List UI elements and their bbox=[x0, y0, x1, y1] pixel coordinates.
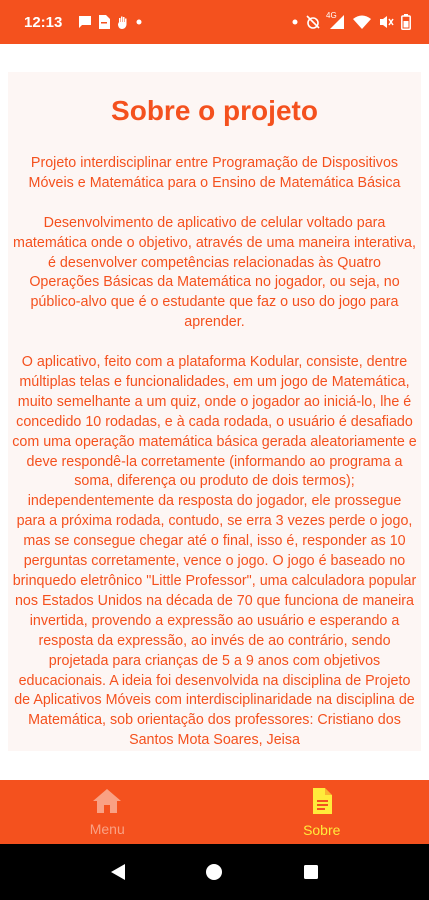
cell-signal-icon bbox=[326, 11, 346, 30]
home-circle-icon[interactable] bbox=[194, 852, 234, 892]
more-notifications-icon bbox=[136, 19, 142, 25]
mute-icon bbox=[378, 14, 394, 30]
intro-paragraph: Projeto interdisciplinar entre Programação de Dispositivos Móveis e Matemática para o Ensino de Matemática Básica bbox=[28, 155, 401, 191]
document-icon bbox=[311, 787, 333, 820]
clock: 12:13 bbox=[24, 13, 63, 31]
nav-item-menu[interactable] bbox=[0, 780, 215, 844]
about-text-card bbox=[8, 150, 421, 751]
network-type-label: 4G bbox=[326, 11, 337, 20]
objective-paragraph: Desenvolvimento de aplicativo de celular voltado para matemática onde o objetivo, através de uma maneira interativa, é desenvolver competências relacionadas às Quatro Operações Básicas da Matemática no jogador, ou seja, no público-alvo que é o estudante que faz o uso do jogo para aprender. bbox=[13, 214, 416, 331]
bottom-navigation bbox=[0, 780, 429, 844]
system-navigation-bar bbox=[0, 844, 429, 900]
chat-notification-icon bbox=[78, 15, 92, 29]
page-title: Sobre o projeto bbox=[111, 95, 318, 126]
nav-label-menu: Menu bbox=[89, 820, 125, 837]
back-icon[interactable] bbox=[98, 852, 138, 892]
nav-label-sobre: Sobre bbox=[303, 821, 341, 838]
dot-icon bbox=[292, 19, 298, 25]
wifi-icon bbox=[353, 15, 371, 29]
status-bar bbox=[0, 0, 429, 44]
title-card bbox=[8, 72, 421, 150]
nav-item-sobre[interactable] bbox=[215, 780, 429, 844]
recents-icon[interactable] bbox=[291, 852, 331, 892]
description-paragraph: O aplicativo, feito com a plataforma Kodular, consiste, dentre múltiplas telas e funcionalidades, em um jogo de Matemática, muito semelhante a um quiz, onde o jogador ao iniciá-lo, lhe é concedido 10 rodadas, e à cada rodada, o usuário é desafiado com uma operação matemática básica gerada aleatoriamente e deve respondê-la corretamente (informando ao programa a soma, diferença ou produto de dois termos); independentemente da resposta do jogador, ele prossegue para a próxima rodada, contudo, se erra 3 vezes perde o jogo, mas se consegue chegar até o final, isso é, responder as 10 perguntas corretamente, vence o jogo. O jogo é baseado no brinquedo eletrônico "Little Professor", uma calculadora popular nos Estados Unidos na década de 70 que funciona de maneira invertida, provendo a expressão ao usuário e esperando a resposta da expressão, ao invés de ao contrário, sendo projetada para crianças de 5 a 9 anos com objetivos educacionais. A ideia foi desenvolvida na disciplina de Projeto de Aplicativos Móveis com interdisciplinaridade na disciplina de Matemática, sob orientação dos professores: Cristiano dos Santos Mota Soares, Jeisa bbox=[12, 354, 417, 749]
alarm-off-icon bbox=[305, 14, 321, 30]
hand-notification-icon bbox=[116, 15, 130, 29]
about-content[interactable] bbox=[0, 44, 429, 780]
battery-icon bbox=[401, 14, 411, 30]
document-notification-icon bbox=[98, 15, 110, 29]
home-icon bbox=[92, 788, 122, 819]
